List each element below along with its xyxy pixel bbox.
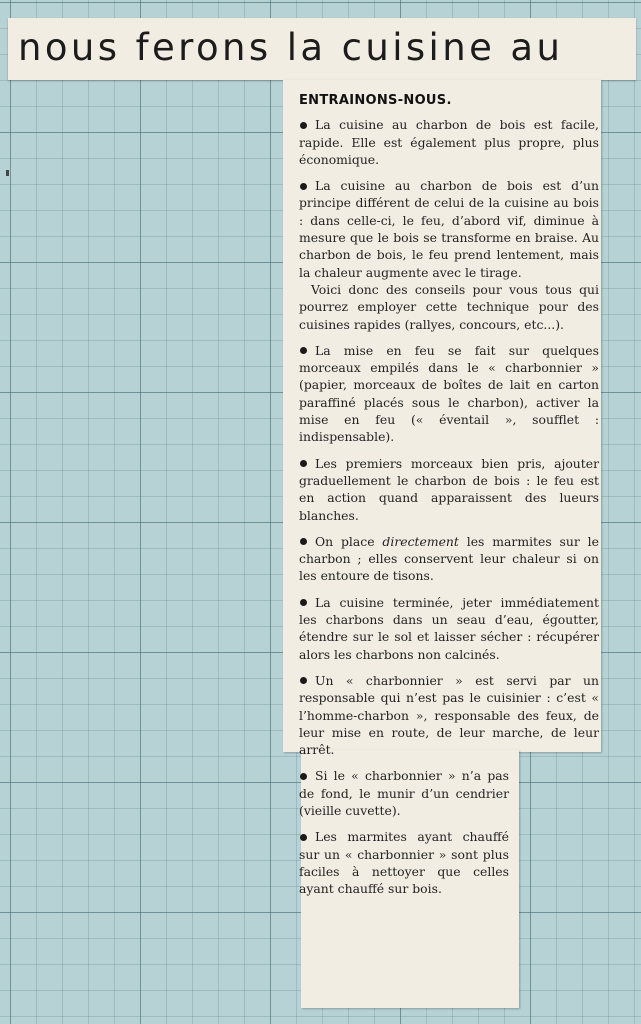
headline-title: nous ferons la cuisine au — [18, 26, 564, 69]
paragraph-text: La cuisine terminée, jeter immédiatement les charbons dans un seau d’eau, égoutter, étendre sur le sol et laisser sécher : récupérer alors les charbons non calcinés. — [299, 594, 599, 662]
article-paragraph — [299, 828, 509, 897]
paragraph-text: La cuisine au charbon de bois est facile, rapide. Elle est également plus propre, plus économique. — [299, 117, 599, 167]
paragraph-text: La cuisine au charbon de bois est d’un principe différent de celui de la cuisine au bois : dans celle-ci, le feu, d’abord vif, diminue à mesure que le bois se transforme en braise. Au charbon de bois, le feu prend lentement, mais la chaleur augmente avec le tirage. — [299, 178, 599, 280]
paragraph-text: Les premiers morceaux bien pris, ajouter graduellement le charbon de bois : le feu est en action quand apparaissent des lueurs blanches. — [299, 455, 599, 523]
article-paragraph — [299, 767, 509, 819]
article-paragraph — [299, 116, 599, 168]
article-paragraph — [299, 533, 599, 585]
bullet-icon — [300, 834, 307, 841]
article-paragraph — [299, 455, 599, 524]
bullet-icon — [300, 773, 307, 780]
paragraph-text: La mise en feu se fait sur quelques morceaux empilés dans le « charbonnier » (papier, morceaux de boîtes de lait en carton paraffiné placés sous le charbon), activer la mise en feu (« éventail », soufflet : indispensable). — [299, 342, 599, 445]
paper-speck — [6, 170, 9, 176]
bullet-icon — [300, 183, 307, 190]
bullet-icon — [300, 460, 307, 467]
bullet-icon — [300, 347, 307, 354]
paragraph-text: Un « charbonnier » est servi par un responsable qui n’est pas le cuisinier : c’est « l’homme-charbon », responsable des feux, de leur mise en route, de leur marche, de leur arrêt. — [299, 672, 599, 758]
bullet-icon — [300, 538, 307, 545]
paragraph-continuation: Voici donc des conseils pour vous tous qui pourrez employer cette technique pour des cuisines rapides (rallyes, concours, etc...). — [299, 281, 599, 332]
article-paragraph — [299, 342, 599, 446]
paragraph-text: Les marmites ayant chauffé sur un « charbonnier » sont plus faciles à nettoyer que celles ayant chauffé sur bois. — [299, 829, 509, 897]
article-paragraph — [299, 594, 599, 663]
article-paragraph — [299, 672, 599, 758]
bullet-icon — [300, 599, 307, 606]
article-title: ENTRAINONS-NOUS. — [299, 93, 452, 108]
paragraph-text: les marmites sur le charbon ; elles conservent leur chaleur si on les entoure de tisons. — [299, 533, 599, 584]
paragraph-text: Si le « charbonnier » n’a pas de fond, le munir d’un cendrier (vieille cuvette). — [299, 768, 509, 818]
article-body — [299, 92, 599, 906]
bullet-icon — [300, 677, 307, 684]
paragraph-emphasis: directement — [382, 533, 459, 549]
bullet-icon — [300, 122, 307, 129]
paragraph-lead: On place — [315, 533, 383, 549]
article-paragraph — [299, 177, 599, 333]
